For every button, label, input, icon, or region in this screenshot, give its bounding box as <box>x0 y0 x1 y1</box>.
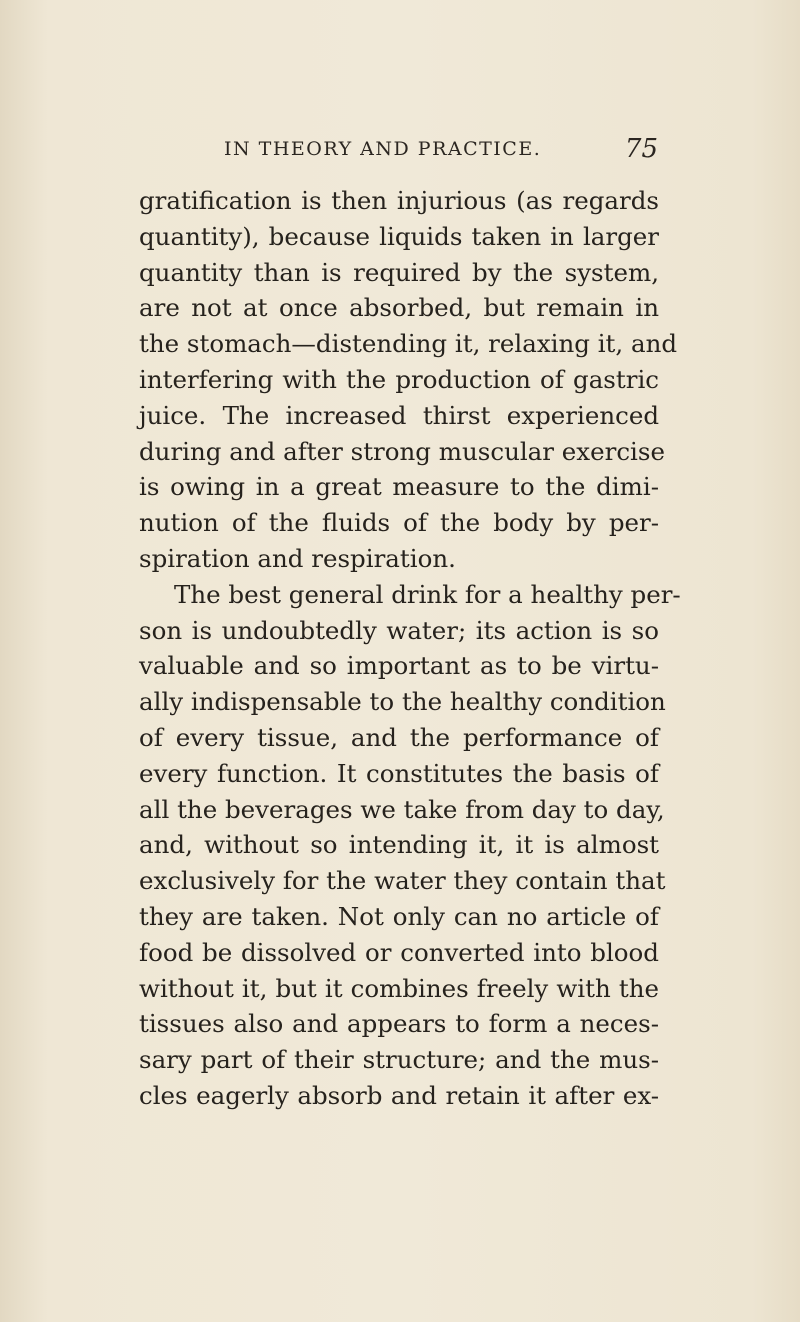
text-line: exclusively for the water they contain that <box>139 866 666 896</box>
text-line: quantity), because liquids taken in larger <box>139 221 659 251</box>
text-line: nution of the fluids of the body by per- <box>139 508 659 538</box>
text-line: spiration and respiration. <box>139 543 456 573</box>
text-line: is owing in a great measure to the dimi- <box>139 472 659 502</box>
text-line: are not at once absorbed, but remain in <box>139 293 659 323</box>
text-line: gratification is then injurious (as regards <box>139 186 659 215</box>
text-line: interfering with the production of gastric <box>139 364 659 394</box>
text-line: tissues also and appears to form a neces- <box>139 1009 659 1039</box>
text-line: all the beverages we take from day to day, <box>139 794 665 824</box>
text-line: they are taken. Not only can no article of <box>139 901 659 931</box>
text-line: son is undoubtedly water; its action is so <box>139 615 659 645</box>
text-line: The best general drink for a healthy per- <box>174 579 681 609</box>
text-line: of every tissue, and the performance of <box>139 722 659 752</box>
page-header <box>224 134 658 164</box>
text-line: and, without so intending it, it is almost <box>139 830 659 860</box>
text-line: ally indispensable to the healthy condition <box>139 687 666 717</box>
running-head: IN THEORY AND PRACTICE. <box>224 138 542 160</box>
text-line: juice. The increased thirst experienced <box>139 400 659 430</box>
text-line: the stomach—distending it, relaxing it, and <box>139 329 678 359</box>
body-text <box>139 183 681 1114</box>
page-number: 75 <box>624 134 658 164</box>
text-line: during and after strong muscular exercise <box>139 436 665 466</box>
text-line: every function. It constitutes the basis of <box>139 758 659 788</box>
text-line: without it, but it combines freely with the <box>139 973 659 1003</box>
text-line: food be dissolved or converted into blood <box>139 937 659 967</box>
text-line: cles eagerly absorb and retain it after ex- <box>139 1080 659 1110</box>
text-line: sary part of their structure; and the mus- <box>139 1045 659 1075</box>
text-line: valuable and so important as to be virtu- <box>139 651 659 681</box>
text-line: quantity than is required by the system, <box>139 257 659 287</box>
